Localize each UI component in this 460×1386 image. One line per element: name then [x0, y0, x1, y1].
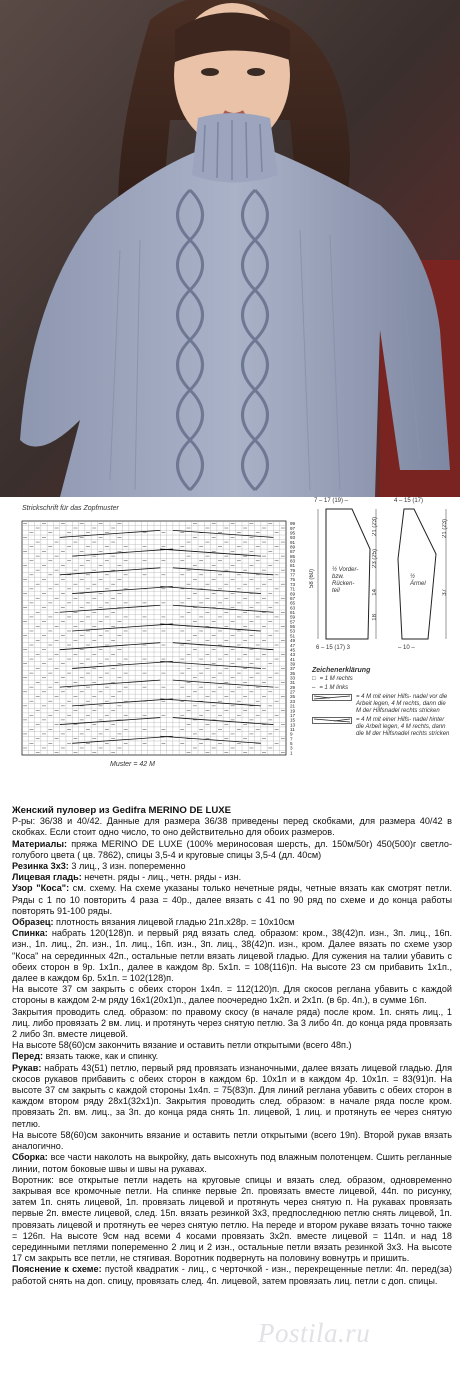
chart-explanation-label: Пояснение к схеме:	[12, 1264, 102, 1275]
front-side-2: 23 (25)	[372, 549, 378, 569]
row-number: 97	[290, 525, 296, 531]
assembly-text: все части наколоть на выкройку, дать высохнуть под влажным полотенцем. Сшить регланные линии, потом боковые швы и швы на рукавах.	[12, 1152, 452, 1174]
stockinette-label: Лицевая гладь:	[12, 872, 82, 883]
row-number: 51	[290, 633, 296, 639]
front-height: 58 (60)	[309, 569, 315, 589]
sizes-paragraph: Р-ры: 36/38 и 40/42. Данные для размера 36/38 приведены перед скобками, для размера 40/42 в скобках. Если стоит одно число, то оно действительно для обоих размеров.	[12, 816, 452, 838]
row-number: 87	[290, 549, 296, 555]
sleeve-schematic	[388, 499, 456, 664]
row-number: 39	[290, 661, 296, 667]
legend-item-purl	[312, 685, 452, 692]
pattern-charts	[0, 497, 460, 804]
row-number: 31	[290, 680, 296, 686]
row-number: 27	[290, 689, 296, 695]
front-bottom-dims: 6 – 15 (17) 3	[316, 645, 351, 651]
row-number: 75	[290, 577, 296, 583]
front-side-1: 21 (23)	[372, 517, 378, 537]
cable-label: Узор "Коса":	[12, 883, 70, 894]
materials-label: Материалы:	[12, 838, 68, 849]
row-number: 63	[290, 605, 296, 611]
row-number: 65	[290, 600, 296, 606]
row-number: 23	[290, 698, 296, 704]
rib-label: Резинка 3х3:	[12, 861, 69, 872]
legend	[312, 667, 452, 740]
legend-item-knit	[312, 676, 452, 683]
row-number: 71	[290, 586, 296, 592]
row-number: 95	[290, 530, 296, 536]
row-number: 81	[290, 563, 296, 569]
cable-paragraph	[12, 883, 452, 917]
legend-item-cable-back	[312, 717, 452, 738]
front-side-3: 14	[372, 589, 378, 596]
row-number: 89	[290, 544, 296, 550]
raglan-paragraph: На высоте 37 см закрыть с обеих сторон 1х4п. = 112(120)п. Для скосов реглана убавить с каждой стороны в каждом 2-м ряду 16х1(20х1)п., далее поочередно 1х2п. и 2х1п. (в 6р. 4п.), в сумме 16п.	[12, 984, 452, 1006]
row-number: 99	[290, 521, 296, 527]
watermark: Postila.ru	[258, 1318, 371, 1348]
legend-text-cable-back: = 4 M mit einer Hilfs- nadel hinter die Arbeit legen, 4 M rechts, dann die M der Hilfsnadel rechts stricken	[356, 717, 450, 737]
gauge-label: Образец:	[12, 917, 54, 928]
knit-square-icon: □	[312, 676, 316, 682]
row-number: 57	[290, 619, 296, 625]
cable-back-icon	[312, 717, 352, 738]
assembly-paragraph	[12, 1152, 452, 1174]
model-wearing-sweater-image	[0, 0, 460, 497]
row-number: 67	[290, 595, 296, 601]
row-number: 43	[290, 652, 296, 658]
row-number: 85	[290, 553, 296, 559]
sleeve-side-1: 21 (23)	[442, 519, 448, 539]
muster-label: Muster = 42 M	[110, 761, 155, 768]
materials-text: пряжа MERINO DE LUXE (100% мериносовая шерсть, дл. 150м/50г) 450(500)г светло-голубого цвета ( цв. 7862), спицы 3,5-4 и круговые спицы 3,5-4 (дл. 40см)	[12, 838, 452, 860]
legend-heading: Zeichenerklärung	[312, 667, 371, 674]
front-side-4: 18	[372, 614, 378, 621]
legend-text-purl: = 1 M links	[319, 685, 349, 691]
row-number: 61	[290, 610, 296, 615]
purl-dash-icon: –	[312, 685, 316, 691]
cable-chart-grid	[18, 517, 308, 761]
row-number: 55	[290, 624, 296, 630]
sleeve-finish-paragraph: На высоте 58(60)см закончить вязание и оставить петли открытыми (всего 19п). Второй рукав вязать аналогично.	[12, 1129, 452, 1152]
legend-item-cable-front	[312, 694, 452, 715]
row-number: 49	[290, 638, 296, 644]
row-number: 13	[290, 722, 296, 728]
row-number: 17	[290, 712, 296, 718]
row-number: 41	[290, 656, 296, 662]
assembly-label: Сборка:	[12, 1152, 48, 1163]
sleeve-label-text: Рукав:	[12, 1062, 42, 1073]
row-number: 91	[290, 539, 296, 545]
row-number: 37	[290, 666, 296, 672]
cable-chart	[18, 517, 308, 766]
row-number: 59	[290, 614, 296, 620]
row-number: 1	[290, 750, 293, 756]
front-label-text: Перед:	[12, 1051, 44, 1062]
gauge-paragraph	[12, 917, 452, 928]
legend-text-knit: = 1 M rechts	[319, 676, 353, 682]
row-number: 47	[290, 642, 296, 648]
front-paragraph	[12, 1051, 452, 1062]
cable-text: см. схему. На схеме указаны только нечетные ряды, четные вязать как смотрят петли. Ряды с 1 по 10 повторить 4 раза = 40р., далее вязать с 41 по 90 ряд по схеме и до конца работы повторять 91-100 ряды.	[12, 883, 452, 916]
row-number: 69	[290, 591, 296, 597]
sleeve-paragraph	[12, 1063, 452, 1130]
materials-paragraph	[12, 839, 452, 861]
sweater-photo	[0, 0, 460, 497]
cable-front-icon	[312, 694, 352, 715]
sleeve-text: набрать 43(51) петлю, первый ряд провязать изнаночными, далее вязать лицевой гладью. Для скосов рукавов прибавить с обеих сторон в каждом 6р. 10х1п и в каждом 4р. 10х1п. = 83(91)п. На высоте 37 см закрыть с каждой стороны 1х4п. = 75(83)п. Для линий реглана убавить с обеих сторон в каждом втором ряду 28х1(32х1)п. Закрытия проводить след. образом: в начале ряда после кром. провязать 2п. вм. лиц., за 3п. до конца ряда снять 1п. лицевой, 1 лиц. и протянуть ее через снятую петлю.	[12, 1062, 452, 1129]
row-number: 77	[290, 572, 296, 578]
rib-text: 3 лиц., 3 изн. попеременно	[68, 861, 186, 872]
sleeve-label: ½ Ärmel	[410, 574, 426, 587]
front-top-dims: 7 – 17 (19) –	[314, 498, 349, 504]
row-number: 19	[290, 708, 296, 714]
row-number: 83	[290, 558, 296, 564]
row-number: 15	[290, 717, 296, 723]
chart-title: Strickschrift für das Zopfmuster	[22, 505, 119, 512]
row-number: 53	[290, 628, 296, 634]
back-text: набрать 120(128)п. и первый ряд вязать след. образом: кром., 38(42)п. изн., 3п. лиц., 16п. изн., 1п. лиц., 2п. изн., 1п. лиц., 16п. изн., 3п. лиц., 38(42)п. изн., кром. Далее вязать по схеме узор "Коса" на серединных 42п., остальные петли вязать лицевой гладью. Для сужения на талии убавить с обеих сторон в 9р. 1х1п., далее в каждом 8р. 5х1п. = 108(116)п. На высоте 23 см прибавить 1х1п., далее в каждом 6р. 5х1п. = 102(128)п.	[12, 928, 452, 984]
row-number: 93	[290, 535, 296, 541]
collar-paragraph: Воротник: все открытые петли надеть на круговые спицы и вязать след. образом, одновременно закрывая все кромочные петли. На спинке первые 2п. провязать вместе лицевой, 44п. по рисунку, затем 1п. снять лицевой, 1п. провязать лицевой и протянуть через снятую п. На рукавах провязать первые 2п. вместе лицевой, след. 15п. вязать резинкой 3х3, предпоследнюю петлю снять лицевой, 1п. провязать лицевой и протянуть ее через снятую петлю. На переде и втором рукаве вязать точно также = 126п. На высоте 9см над всеми 4 косами провязать 3х2п. вместе лицевой = 114п. и над 18 серединными петлями попеременно 2 лиц и 2 изн., остальные петли вязать резинкой 3х3. На высоте 17 см закрыть все петли, не стягивая. Воротник подвернуть на половину вовнутрь и пришить.	[12, 1174, 452, 1264]
row-number: 7	[290, 736, 293, 742]
sleeve-side-2: 37	[442, 589, 448, 596]
chart-explanation-paragraph	[12, 1264, 452, 1286]
pattern-instructions	[12, 805, 452, 1287]
sleeve-top-dims: 4 – 15 (17)	[394, 498, 424, 504]
row-number: 29	[290, 684, 296, 690]
row-number: 11	[290, 727, 295, 732]
decrease-paragraph: Закрытия проводить след. образом: по правому скосу (в начале ряда) после кром. 1п. снять лиц., 1 лиц. либо провязать 2 вм. лиц. и протянуть через снятую петлю. За 3 либо 4п. до конца ряда провязать 2 либо 3п. вместе лицевой.	[12, 1006, 452, 1040]
row-number: 5	[290, 741, 293, 747]
legend-text-cable-front: = 4 M mit einer Hilfs- nadel vor die Arbeit legen, 4 M rechts, dann die M der Hilfsnadel rechts stricken	[356, 694, 448, 714]
back-paragraph	[12, 928, 452, 984]
front-back-schematic	[310, 499, 382, 664]
row-number: 45	[290, 647, 296, 653]
row-number: 73	[290, 581, 296, 587]
row-number: 25	[290, 694, 296, 700]
row-number: 9	[290, 731, 293, 737]
back-label: Спинка:	[12, 928, 48, 939]
front-text: вязать также, как и спинку.	[43, 1051, 159, 1062]
front-label: ½ Vorder- bzw. Rücken- teil	[332, 567, 359, 594]
gauge-text: плотность вязания лицевой гладью 21п.х28р. = 10х10см	[53, 917, 295, 928]
row-number: 3	[290, 745, 293, 751]
chart-explanation-text: пустой квадратик - лиц., с черточкой - изн., перекрещенные петли: 4п. перед(за) работой снять на доп. спицу, провязать след. 4п. лицевой, затем провязать лиц. петли с доп. спицы.	[12, 1264, 452, 1286]
stockinette-paragraph	[12, 872, 452, 883]
stockinette-text: нечетн. ряды - лиц., четн. ряды - изн.	[81, 872, 242, 883]
row-number: 35	[290, 670, 296, 676]
sleeve-bottom-dims: – 10 –	[398, 645, 415, 651]
row-number: 79	[290, 567, 296, 573]
finish-back-paragraph: На высоте 58(60)см закончить вязание и оставить петли открытыми (всего 48п.)	[12, 1040, 352, 1051]
row-number: 33	[290, 675, 296, 681]
row-number: 21	[290, 703, 296, 709]
rib-paragraph	[12, 861, 452, 872]
pattern-title: Женский пуловер из Gedifra MERINO DE LUXE	[12, 805, 232, 816]
